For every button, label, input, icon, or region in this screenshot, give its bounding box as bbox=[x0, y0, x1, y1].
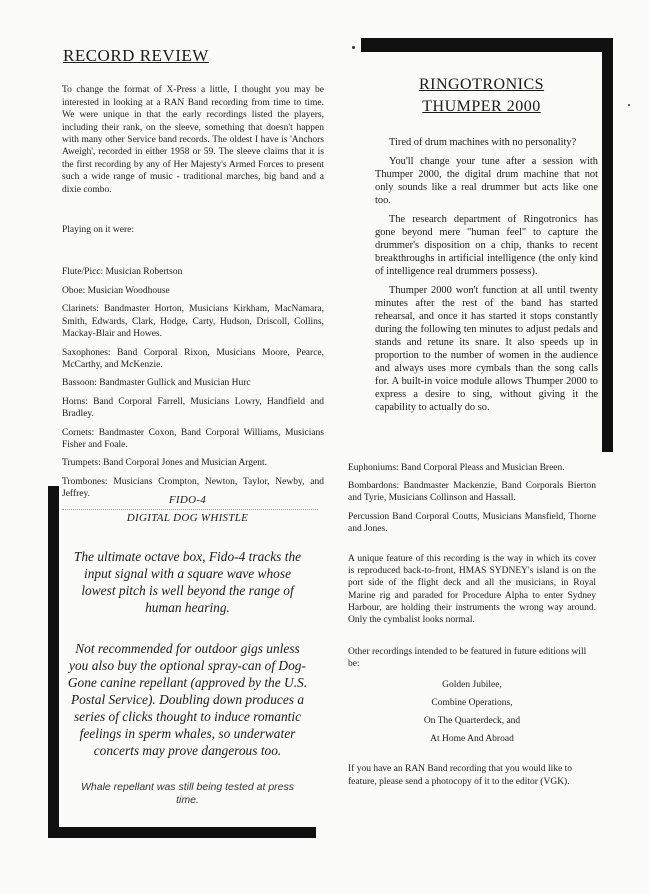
ringotronics-title-line2: THUMPER 2000 bbox=[422, 98, 541, 115]
record-review-column bbox=[62, 46, 324, 510]
playing-on-label: Playing on it were: bbox=[62, 225, 135, 236]
ringotronics-paragraph: Tired of drum machines with no personality? bbox=[389, 137, 577, 148]
record-review-intro: To change the format of X-Press a little, I thought you may be interested in looking at a RAN Band recording from time to time. We were unique in that the early recordings listed the players, including their rank, on the sleeve, something that doesn't happen with many other Service band records. The oldest I have is 'Anchors Aweigh', recorded in either 1958 or 59. The sleeve claims that it is the first recording by any of Her Majesty's Armed Forces to present such a wide range of music - traditional marches, big band and a dixie combo. bbox=[62, 85, 324, 195]
fido-body-first: The ultimate octave box, Fido-4 tracks the input signal with a square wave whose lowest pitch is well beyond the range of human hearing. bbox=[73, 549, 302, 615]
closing-paragraph: If you have an RAN Band recording that you would like to feature, please send a photocopy of it to the editor (VGK). bbox=[348, 764, 572, 787]
player-entry: Bombardons: Bandmaster Mackenzie, Band Corporals Bierton and Tyrie, Musicians Collinson and Hassall. bbox=[348, 481, 596, 504]
player-entry: Trumpets: Band Corporal Jones and Musician Argent. bbox=[62, 458, 268, 469]
fido-body-second: Not recommended for outdoor gigs unless you also buy the optional spray-can of Dog-Gone canine repellant (approved by the U.S. Postal Service). Doubling down produces a series of clicks thought to induce romantic feelings in sperm whales, so underwater concerts may prove dangerous too. bbox=[67, 641, 308, 758]
player-entry: Saxophones: Band Corporal Rixon, Musicians Moore, Pearce, McCarthy, and McKenzie. bbox=[62, 347, 324, 370]
player-entry: Euphoniums: Band Corporal Pleass and Musician Breen. bbox=[348, 463, 565, 473]
future-edition-item: At Home And Abroad bbox=[430, 734, 514, 745]
fido-subtitle: DIGITAL DOG WHISTLE bbox=[126, 512, 249, 524]
other-recordings-paragraph: Other recordings intended to be featured in future editions will be: bbox=[348, 647, 587, 670]
future-editions-list bbox=[348, 679, 596, 746]
future-edition-item: On The Quarterdeck, and bbox=[423, 716, 521, 727]
future-edition-item: Golden Jubilee, bbox=[442, 679, 502, 690]
unique-feature-paragraph: A unique feature of this recording is the way in which its cover is reproduced back-to-front, HMAS SYDNEY's island is on the port side of the flight deck and all the musicians, in Royal Marine rig and paraded for Procedure Alpha to enter Sydney Harbour, are holding their instruments the wrong way around. Only the cymbalist looks normal. bbox=[348, 554, 596, 626]
player-entry: Clarinets: Bandmaster Horton, Musicians Kirkham, MacNamara, Smith, Edwards, Clark, Hodge, Carty, Hudson, Driscoll, Collins, Mackay-Blair and Howes. bbox=[62, 304, 324, 340]
player-entry: Cornets: Bandmaster Coxon, Band Corporal Williams, Musicians Fisher and Foale. bbox=[62, 427, 324, 450]
scan-speck bbox=[628, 104, 630, 106]
player-entry: Oboe: Musician Woodhouse bbox=[62, 285, 170, 296]
ringotronics-title-line1: RINGOTRONICS bbox=[418, 76, 545, 93]
record-review-continued bbox=[348, 462, 596, 788]
player-entry: Bassoon: Bandmaster Gullick and Musician Hurc bbox=[62, 378, 251, 389]
player-entry: Trombones: Musicians Crompton, Newton, Taylor, Newby, and Jeffrey. bbox=[62, 476, 324, 500]
ringotronics-paragraph: You'll change your tune after a session with Thumper 2000, the digital drum machine that not only sounds like a real drummer but acts like one too. bbox=[375, 156, 598, 206]
players-list-left bbox=[62, 266, 324, 500]
players-list-right bbox=[348, 462, 596, 535]
ringotronics-title bbox=[361, 74, 602, 118]
ringotronics-advert-box bbox=[361, 38, 613, 452]
player-entry: Percussion Band Corporal Coutts, Musicians Mansfield, Thorne and Jones. bbox=[348, 511, 596, 534]
future-edition-item: Combine Operations, bbox=[431, 697, 513, 708]
scan-speck bbox=[352, 46, 355, 49]
fido-advert-box bbox=[48, 486, 316, 838]
record-review-title: RECORD REVIEW bbox=[63, 46, 209, 65]
fido-note: Whale repellant was still being tested at press time. bbox=[80, 781, 295, 806]
ringotronics-paragraph: The research department of Ringotronics has gone beyond mere "human feel" to capture the drummer's disposition on a chip, thanks to recent breakthroughs in artificial intelligence (the only kind of intelligence real drummers possess). bbox=[375, 214, 598, 277]
fido-title: FIDO-4 bbox=[168, 494, 207, 506]
player-entry: Flute/Picc: Musician Robertson bbox=[62, 267, 183, 278]
ringotronics-body bbox=[375, 136, 598, 414]
ringotronics-paragraph: Thumper 2000 won't function at all until twenty minutes after the rest of the band has started rehearsal, and once it has started it stops constantly during the following ten minutes to adjust pedals and stands and retune its snare. It also speeds up in proportion to the number of women in the audience and always uses more cymbals than the song calls for. A built-in voice module allows Thumper 2000 to express a desire to sing, without giving it the capability to actually do so. bbox=[375, 285, 598, 413]
player-entry: Horns: Band Corporal Farrell, Musicians Lowry, Handfield and Bradley. bbox=[62, 396, 324, 420]
